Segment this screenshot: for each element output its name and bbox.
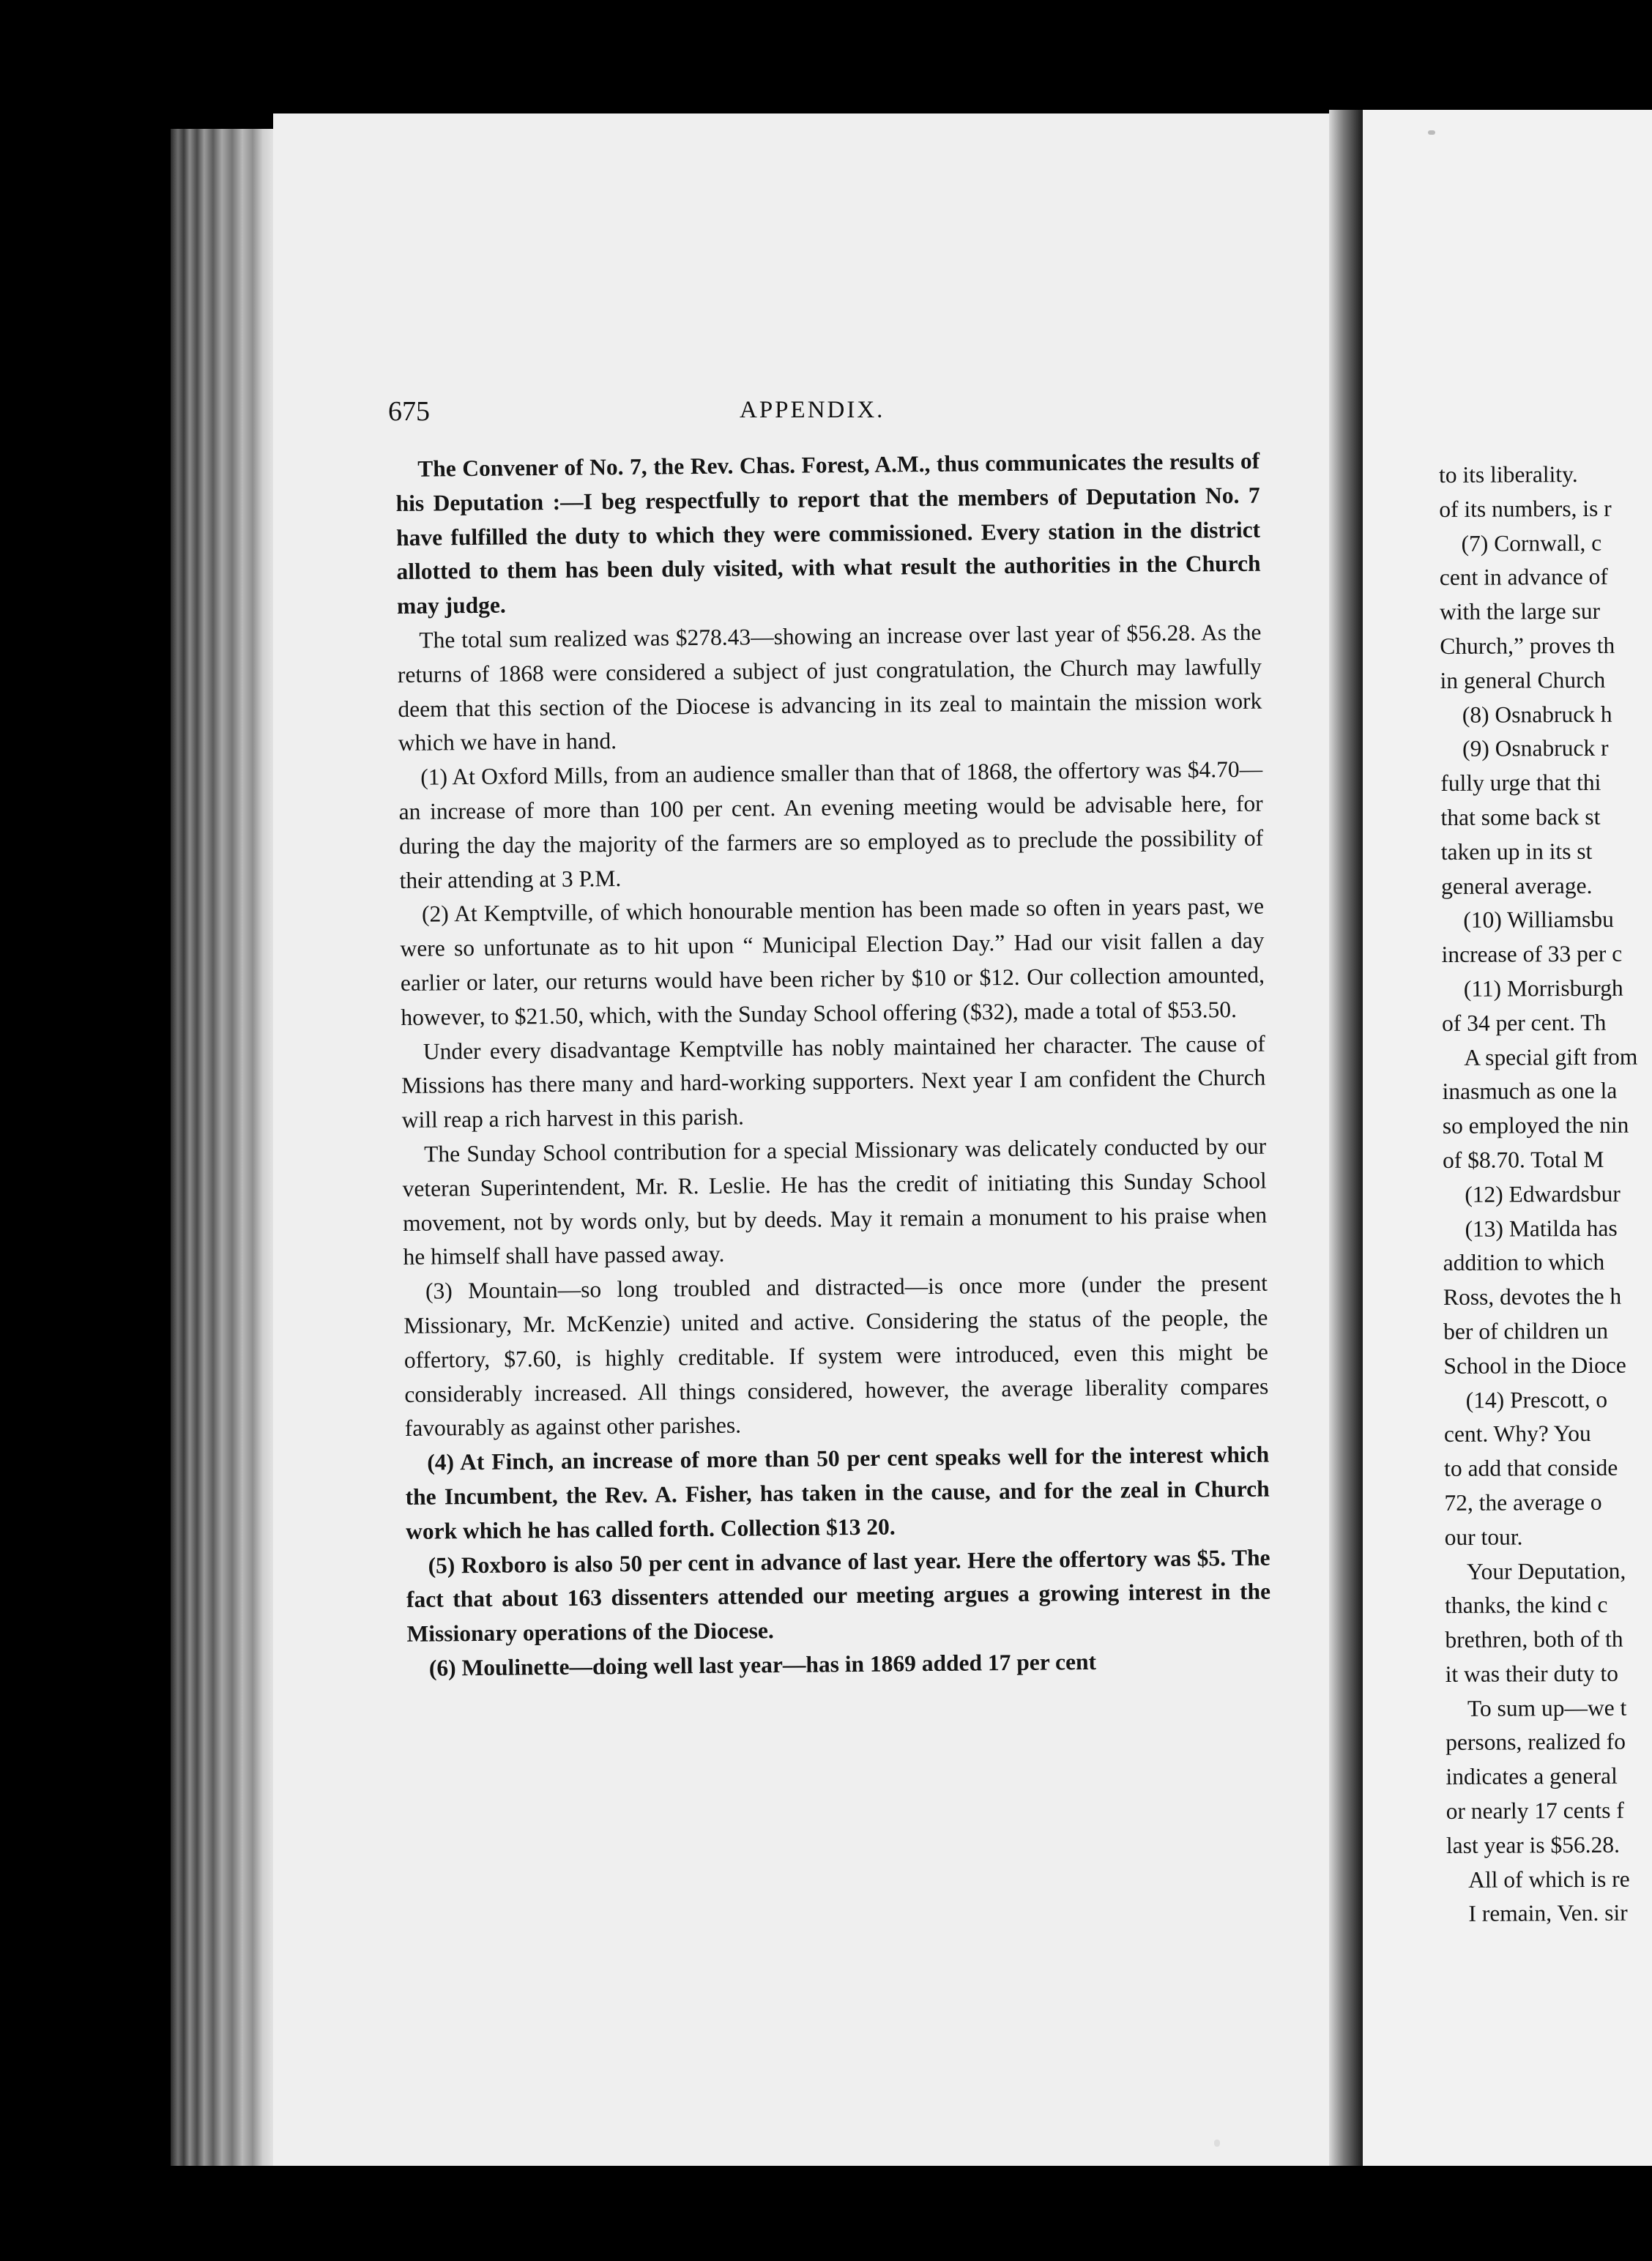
right-line: general average. — [1440, 872, 1593, 899]
right-line: to its liberality. — [1439, 461, 1578, 488]
right-line: All of which is re — [1468, 1866, 1630, 1893]
right-line: (13) Matilda has — [1465, 1215, 1618, 1242]
right-line: To sum up—we t — [1467, 1694, 1627, 1721]
running-head: APPENDIX. — [740, 397, 885, 423]
paragraph-mountain: (3) Mountain—so long troubled and distracted—is once more (under the present Missionary, Mr. McKenzie) united and active. Considering the status of the people, the offertory, $7.60, is highly creditable. If system were introduced, even this might be considerably increased. All things considered, however, the average liberality compares favourably as against other parishes. — [403, 1270, 1269, 1442]
right-line: (12) Edwardsbur — [1465, 1180, 1621, 1207]
right-line: (14) Prescott, o — [1465, 1386, 1608, 1413]
book-gutter — [1329, 110, 1363, 2166]
right-line: thanks, the kind c — [1445, 1592, 1608, 1619]
paragraph-finch: (4) At Finch, an increase of more than 50 per cent speaks well for the interest which the Incumbent, the Rev. A. Fisher, has taken in the cause, and for the zeal in Church work which he has called forth. Collection $13 20. — [405, 1441, 1270, 1544]
page-edge-stack — [171, 129, 273, 2166]
paragraph-convener-report: The Convener of No. 7, the Rev. Chas. Forest, A.M., thus communicates the results of his Deputation :—I beg respectfully to report that the members of Deputation No. 7 have fulfilled the duty to which they were commissioned. Every station in the district allotted to them has been duly visited, with what result the authorities in the Church may judge. — [395, 447, 1261, 619]
dust-speck — [1214, 2139, 1220, 2147]
right-line: I remain, Ven. sir — [1468, 1900, 1628, 1927]
paragraph-kemptville-character: Under every disadvantage Kemptville has nobly maintained her character. The cause of Missions has there many and hard-working supporters. Next year I am confident the Church will reap a rich harvest in this parish. — [401, 1030, 1266, 1133]
right-line: School in the Dioce — [1443, 1352, 1626, 1379]
right-line: addition to which — [1443, 1249, 1605, 1276]
right-line: (11) Morrisburgh — [1463, 975, 1623, 1002]
right-line: Your Deputation, — [1466, 1557, 1626, 1584]
right-line: increase of 33 per c — [1441, 940, 1623, 968]
right-line: 72, the average o — [1444, 1489, 1602, 1516]
right-line: it was their duty to — [1445, 1660, 1619, 1687]
right-line: in general Church — [1440, 666, 1606, 693]
right-line: fully urge that thi — [1440, 770, 1601, 797]
paragraph-oxford-mills: (1) At Oxford Mills, from an audience smaller than that of 1868, the offertory was $4.70—an increase of more than 100 per cent. An evening meeting would be advisable here, for during the day the majority of the farmers are so employed as to preclude the possibility of their attending at 3 P.M. — [398, 756, 1264, 893]
right-line: with the large sur — [1440, 598, 1601, 625]
paragraph-sunday-school: The Sunday School contribution for a special Missionary was delicately conducted by our veteran Superintendent, Mr. R. Leslie. He has the credit of initiating this Sunday School movement, not by words only, but by deeds. May it remain a monument to his praise when he himself shall have passed away. — [402, 1133, 1268, 1270]
right-line: cent in advance of — [1439, 564, 1608, 591]
right-line: taken up in its st — [1440, 838, 1593, 865]
right-line: (8) Osnabruck h — [1462, 701, 1612, 728]
right-page-body — [1439, 457, 1652, 1932]
right-line: cent. Why? You — [1443, 1420, 1591, 1448]
right-line: inasmuch as one la — [1442, 1078, 1618, 1105]
right-line: brethren, both of th — [1445, 1625, 1623, 1653]
right-line: or nearly 17 cents f — [1446, 1797, 1624, 1825]
right-line: (9) Osnabruck r — [1462, 735, 1609, 762]
right-line: ber of children un — [1443, 1317, 1609, 1344]
right-line: our tour. — [1444, 1524, 1523, 1550]
paragraph-kemptville: (2) At Kemptville, of which honourable mention has been made so often in years past, we were so unfortunate as to hit upon “ Municipal Election Day.” Had our visit fallen a day earlier or later, our returns would have been richer by $10 or $12. Our collection amounted, however, to $21.50, which, with the Sunday School offering ($32), made a total of $53.50. — [400, 893, 1265, 1030]
right-line: Church,” proves th — [1440, 632, 1615, 659]
right-line: (10) Williamsbu — [1463, 906, 1614, 934]
dust-speck — [1428, 130, 1435, 135]
right-line: Ross, devotes the h — [1443, 1283, 1622, 1311]
right-line: persons, realized fo — [1446, 1729, 1626, 1756]
right-line: indicates a general — [1446, 1763, 1618, 1790]
page-number: 675 — [388, 396, 430, 427]
right-line: of $8.70. Total M — [1442, 1146, 1604, 1173]
paragraph-moulinette: (6) Moulinette—doing well last year—has in 1869 added 17 per cent — [428, 1648, 1097, 1681]
right-line: to add that conside — [1444, 1454, 1618, 1482]
paragraph-roxboro: (5) Roxboro is also 50 per cent in advance of last year. Here the offertory was $5. The fact that about 163 dissenters attended our meeting argues a growing interest in the Missionary operations of the Diocese. — [406, 1544, 1271, 1647]
right-line: last year is $56.28. — [1446, 1831, 1621, 1858]
right-line: (7) Cornwall, c — [1461, 529, 1602, 556]
left-page-body — [395, 444, 1271, 1686]
paragraph-total-sum: The total sum realized was $278.43—showing an increase over last year of $56.28. As the returns of 1868 were considered a subject of just congratulation, the Church may lawfully deem that this section of the Diocese is advancing in its zeal to maintain the mission work which we have in hand. — [397, 619, 1262, 756]
right-line: of 34 per cent. Th — [1441, 1009, 1607, 1036]
right-line: of its numbers, is r — [1439, 495, 1612, 522]
right-line: A special gift from — [1464, 1043, 1638, 1070]
right-line: so employed the nin — [1442, 1111, 1629, 1139]
right-line: that some back st — [1440, 803, 1601, 830]
